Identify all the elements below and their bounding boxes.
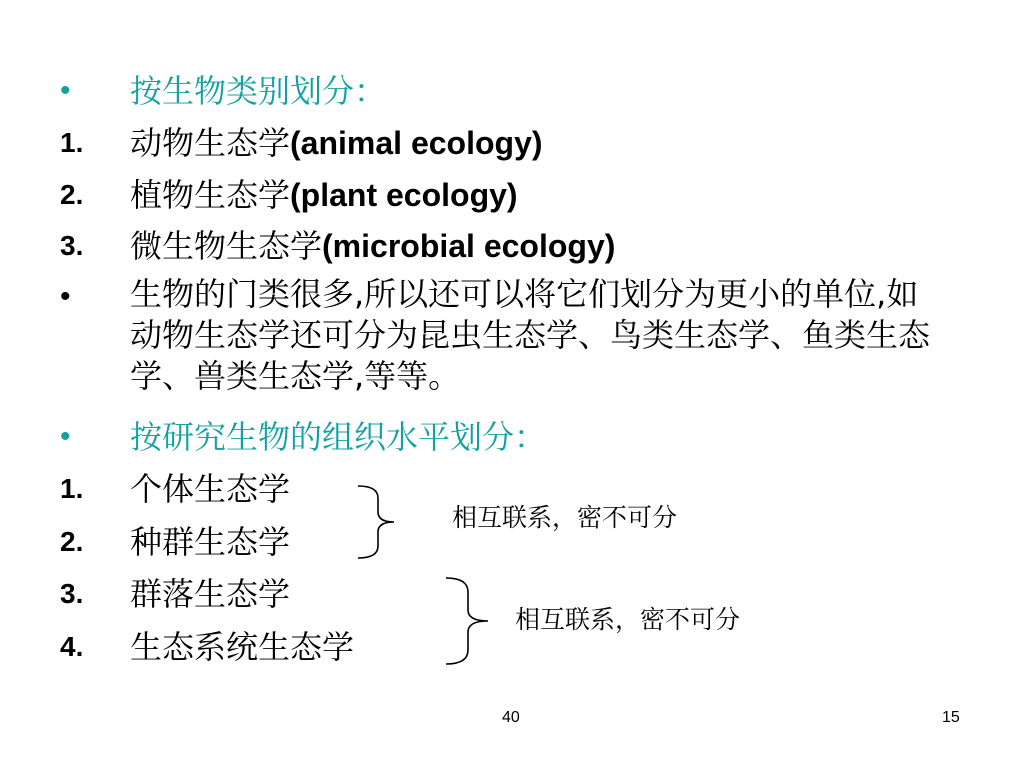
list-number: 3. — [60, 230, 84, 261]
bullet-marker: • — [60, 280, 71, 313]
section2-heading-row — [60, 414, 960, 460]
list-number: 2. — [60, 526, 84, 557]
list-item — [60, 172, 960, 218]
note-paragraph: 生物的门类很多,所以还可以将它们划分为更小的单位,如动物生态学还可分为昆虫生态学、鸟类生态学、鱼类生态学、兽类生态学,等等。 — [130, 275, 931, 395]
list-number: 1. — [60, 473, 84, 504]
list-item-text — [130, 172, 950, 218]
list-item-text: 种群生态学 — [130, 523, 291, 561]
list-number: 3. — [60, 578, 84, 609]
note-paragraph-row — [60, 274, 960, 397]
list-item-text — [130, 223, 950, 269]
list-number: 1. — [60, 127, 84, 158]
list-item — [60, 223, 960, 269]
list-item-text: 群落生态学 — [130, 575, 291, 613]
item-english: (animal ecology) — [290, 125, 543, 161]
list-item-text — [130, 120, 950, 166]
bullet-marker: • — [60, 420, 71, 453]
list-item — [60, 571, 960, 617]
curly-brace-icon — [350, 484, 410, 560]
list-item — [60, 624, 960, 670]
annotation-text: 相互联系，密不可分 — [452, 503, 678, 532]
list-item-text: 生态系统生态学 — [130, 628, 355, 666]
page-number: 15 — [942, 709, 960, 726]
item-chinese: 微生物生态学 — [130, 227, 323, 265]
list-item-text: 个体生态学 — [130, 470, 291, 508]
item-chinese: 动物生态学 — [130, 124, 291, 162]
item-english: (plant ecology) — [290, 177, 518, 213]
annotation-text: 相互联系，密不可分 — [515, 605, 741, 634]
section2-heading: 按研究生物的组织水平划分： — [130, 418, 547, 456]
list-number: 4. — [60, 631, 84, 662]
bullet-marker: • — [60, 74, 71, 107]
list-number: 2. — [60, 179, 84, 210]
item-english: (microbial ecology) — [322, 228, 616, 264]
list-item — [60, 120, 960, 166]
section1-heading: 按生物类别划分： — [130, 72, 387, 110]
curly-brace-icon — [438, 576, 508, 666]
item-chinese: 植物生态学 — [130, 176, 291, 214]
section1-heading-row — [60, 68, 960, 114]
footer-center-number: 40 — [502, 709, 520, 726]
